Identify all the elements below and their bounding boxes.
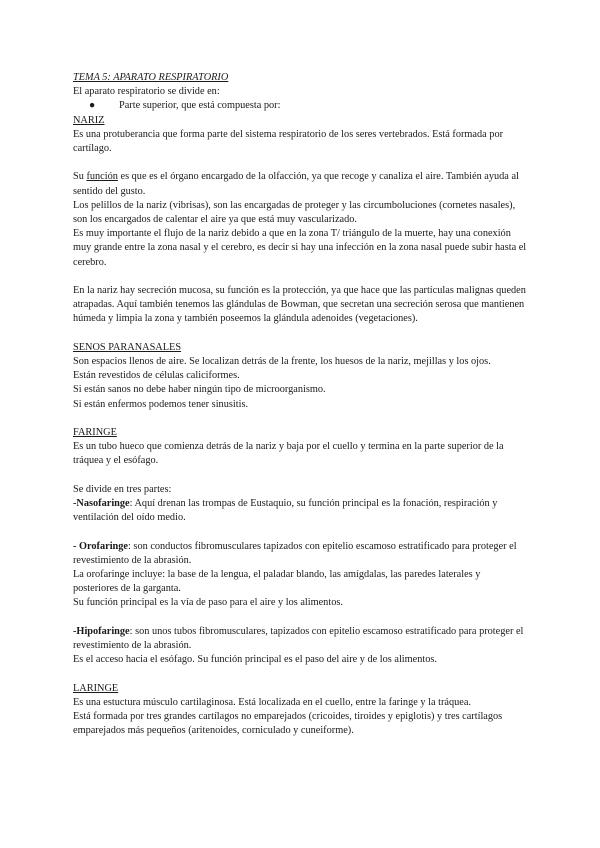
- nariz-paragraph-2: [73, 170, 528, 198]
- section-heading-faringe: FARINGE: [73, 427, 117, 439]
- orofaringe-label: - Orofaringe: [73, 540, 128, 552]
- faringe-paragraph-1: Es un tubo hueco que comienza detrás de la nariz y baja por el cuello y termina en la parte superior de la tráquea y el esófago.: [73, 441, 504, 467]
- bullet-item: [73, 99, 528, 113]
- hipofaringe-line-2: Es el acceso hacia el esófago. Su función principal es el paso del aire y de los alimentos.: [73, 654, 437, 666]
- nasofaringe-paragraph: [73, 497, 528, 525]
- nariz-paragraph-5: En la nariz hay secreción mucosa, su función es la protección, ya que hace que las partículas malignas queden atrapadas. Aquí también tenemos las glándulas de Bowman, que secretan una secreción serosa que mantienen húmeda y limpia la zona y también poseemos la glándula adenoides (vegetaciones).: [73, 285, 526, 325]
- orofaringe-line-3: Su función principal es la vía de paso para el aire y los alimentos.: [73, 597, 343, 609]
- section-heading-nariz: NARIZ: [73, 114, 105, 126]
- laringe-paragraph-2: Está formada por tres grandes cartílagos no emparejados (cricoides, tiroides y epiglotis) y tres cartílagos emparejados más pequeños (aritenoides, corniculado y cuneiforme).: [73, 711, 503, 737]
- orofaringe-line-2: La orofaringe incluye: la base de la lengua, el paladar blando, las amígdalas, las paredes laterales y posteriores de la garganta.: [73, 569, 481, 595]
- nariz-paragraph-1: Es una protuberancia que forma parte del sistema respiratorio de los seres vertebrados. Está formada por cartílago.: [73, 128, 504, 155]
- bullet-dot-icon: ●: [89, 100, 96, 112]
- orofaringe-paragraph: [73, 540, 528, 568]
- orofaringe-text: : son conductos fibromusculares tapizados con epitelio escamoso estratificado para proteger el revestimiento de la abrasión.: [73, 540, 517, 566]
- section-heading-laringe: LARINGE: [73, 682, 119, 694]
- document-content: [73, 71, 528, 738]
- nariz-p2-post: es que es el órgano encargado de la olfacción, ya que recoge y canaliza el aire. También ayuda al sentido del gusto.: [73, 171, 519, 197]
- faringe-paragraph-2: Se divide en tres partes:: [73, 483, 172, 495]
- nariz-funcion-term: función: [86, 171, 118, 183]
- hipofaringe-label: -Hipofaringe: [73, 625, 130, 637]
- page-title: TEMA 5: APARATO RESPIRATORIO: [73, 72, 229, 83]
- senos-line-3: Si están sanos no debe haber ningún tipo de microorganismo.: [73, 384, 326, 396]
- nariz-paragraph-4: Es muy importante el flujo de la nariz debido a que en la zona T/ triángulo de la muerte, hay una conexión muy grande entre la zona nasal y el cerebro, es decir si hay una infección en la zona nasal puede subir hasta el cerebro.: [73, 228, 527, 268]
- hipofaringe-text: : son unos tubos fibromusculares, tapizados con epitelio escamoso estratificado para proteger el revestimiento de la abrasión.: [73, 625, 524, 652]
- intro-text: El aparato respiratorio se divide en:: [73, 86, 220, 98]
- senos-line-2: Están revestidos de células caliciformes.: [73, 370, 240, 382]
- hipofaringe-paragraph: [73, 625, 528, 653]
- laringe-paragraph-1: Es una estuctura músculo cartilaginosa. Está localizada en el cuello, entre la faringe y la tráquea.: [73, 696, 471, 708]
- nasofaringe-text: : Aquí drenan las trompas de Eustaquio, su función principal es la fonación, respiración y ventilación del oído medio.: [73, 498, 498, 524]
- section-heading-senos: SENOS PARANASALES: [73, 341, 182, 353]
- senos-line-4: Si están enfermos podemos tener sinusitis.: [73, 398, 249, 410]
- nariz-paragraph-3: Los pelillos de la nariz (vibrisas), son las encargadas de proteger y las circumboluciones (cornetes nasales), son los encargados de calentar el aire ya que está muy vascularizado.: [73, 199, 516, 226]
- nariz-p2-pre: Su: [73, 171, 87, 183]
- bullet-text: Parte superior, que está compuesta por:: [119, 100, 281, 112]
- senos-line-1: Son espacios llenos de aire. Se localizan detrás de la frente, los huesos de la nariz, mejillas y los ojos.: [73, 356, 491, 368]
- nasofaringe-label: -Nasofaringe: [73, 498, 130, 510]
